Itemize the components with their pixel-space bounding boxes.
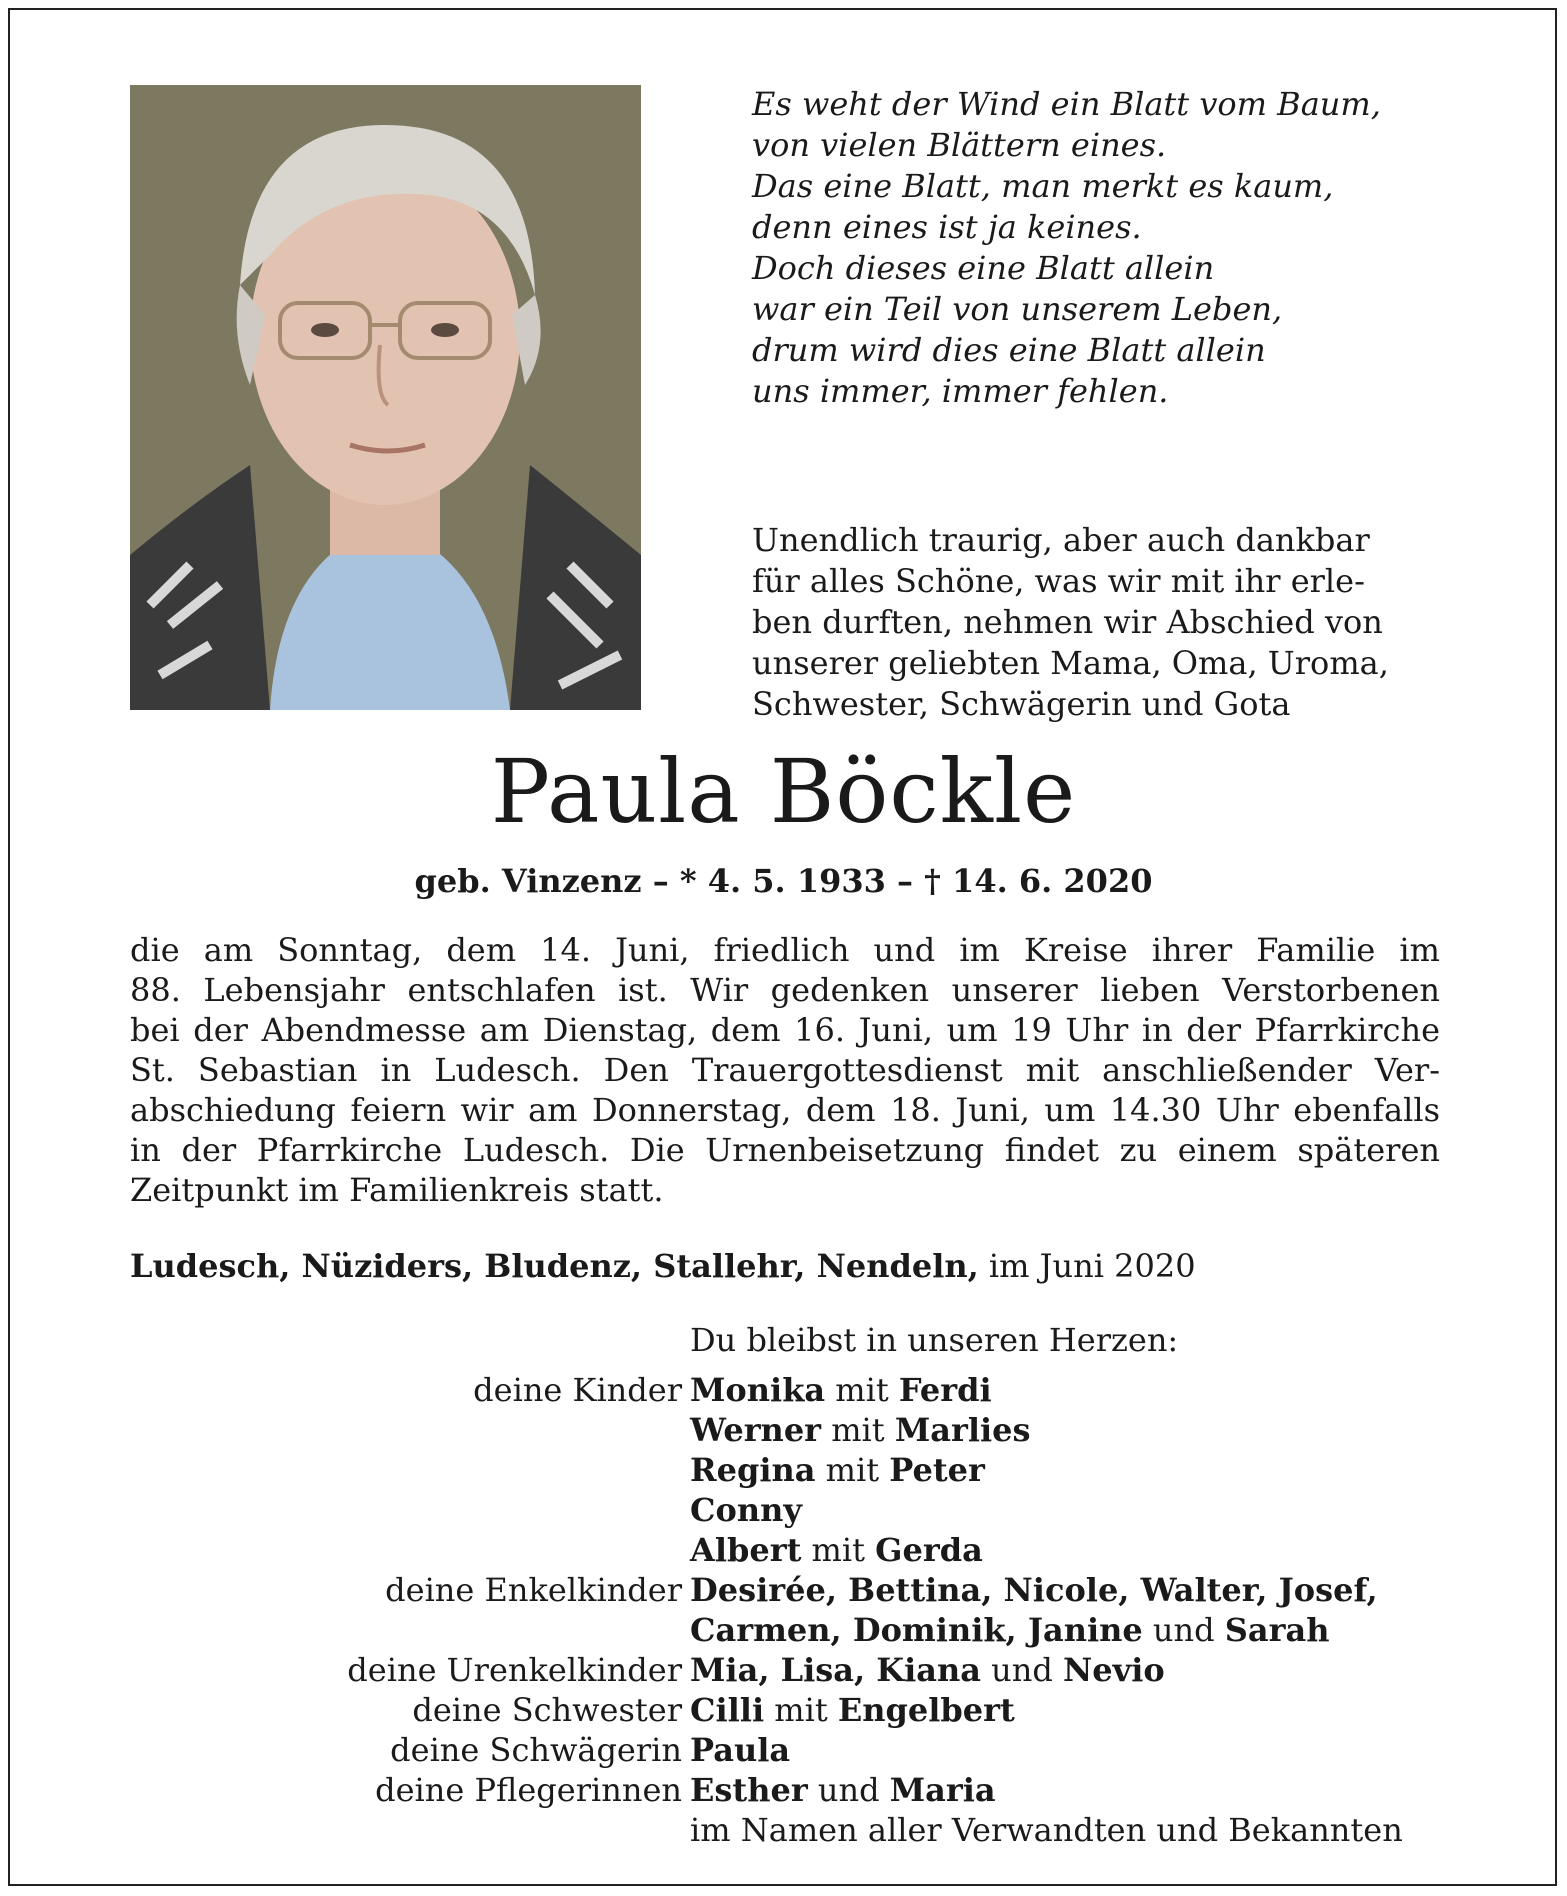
family-member-name: Marlies [894,1411,1031,1449]
family-relation-label [130,1530,690,1570]
family-member-name: Sarah [1224,1611,1330,1649]
intro-paragraph [752,520,1440,725]
family-member-name: Mia, Lisa, Kiana [690,1651,981,1689]
portrait-photo [130,85,641,710]
poem-line: von vielen Blättern eines. [752,126,1167,164]
poem-line: uns immer, immer fehlen. [752,372,1169,410]
family-relation-label [130,1610,690,1650]
family-connector: mit [801,1531,876,1569]
family-relation-label: deine Enkelkinder [385,1571,682,1609]
family-member-name: Albert [690,1531,802,1569]
poem-line: Das eine Blatt, man merkt es kaum, [752,167,1334,205]
places-date: im Juni 2020 [988,1247,1196,1285]
family-relation-label [130,1490,690,1530]
closing-line: im Namen aller Verwandten und Bekannten [690,1811,1403,1849]
family-relation-label: deine Schwester [412,1691,682,1729]
family-member-name: Maria [889,1771,996,1809]
family-row [130,1370,1460,1410]
family-row [130,1570,1460,1610]
body-line: bei der Abendmesse am Dienstag, dem 16. Juni, um 19 Uhr in der Pfarrkirche [130,1011,1440,1049]
family-member-name: Desirée, Bettina, Nicole, Walter, Josef, [690,1571,1378,1609]
intro-line: für alles Schöne, was wir mit ihr erle- [752,562,1365,600]
family-connector: mit [764,1691,838,1729]
body-line: Zeitpunkt im Familienkreis statt. [130,1171,664,1209]
family-member-name: Monika [690,1371,826,1409]
family-relation-label: deine Kinder [473,1371,682,1409]
family-relation-label: deine Schwägerin [390,1731,682,1769]
family-row [130,1450,1460,1490]
deceased-name: Paula Böckle [490,740,1077,843]
family-members [690,1730,790,1770]
family-members [690,1370,992,1410]
intro-line: Unendlich traurig, aber auch dankbar [752,521,1370,559]
family-members [690,1450,985,1490]
family-members [690,1530,983,1570]
poem-line: denn eines ist ja keines. [752,208,1142,246]
family-relation-label [130,1410,690,1450]
family-connector: mit [821,1411,895,1449]
family-connector: und [1142,1611,1225,1649]
family-list [130,1370,1460,1810]
family-members [690,1490,802,1530]
family-member-name: Carmen, Dominik, Janine [690,1611,1143,1649]
poem-line: war ein Teil von unserem Leben, [752,290,1283,328]
family-relation-label: deine Pflegerinnen [375,1771,682,1809]
family-members [690,1770,996,1810]
poem-line: Doch dieses eine Blatt allein [752,249,1215,287]
body-line: die am Sonntag, dem 14. Juni, friedlich und im Kreise ihrer Familie im [130,931,1440,969]
family-relation-label: deine Urenkelkinder [347,1651,682,1689]
family-relation-label [130,1450,690,1490]
family-members [690,1650,1165,1690]
family-members [690,1690,1015,1730]
poem-line: drum wird dies eine Blatt allein [752,331,1266,369]
body-line: 88. Lebensjahr entschlafen ist. Wir gedenken unserer lieben Verstorbenen [130,971,1440,1009]
family-member-name: Peter [889,1451,985,1489]
family-member-name: Conny [690,1491,802,1529]
family-connector: und [807,1771,890,1809]
announcement-paragraph [130,930,1440,1210]
family-member-name: Paula [690,1731,791,1769]
deceased-dates: geb. Vinzenz – * 4. 5. 1933 – † 14. 6. 2020 [414,862,1153,900]
family-connector: mit [825,1371,899,1409]
family-member-name: Ferdi [898,1371,992,1409]
family-row [130,1730,1460,1770]
family-row [130,1490,1460,1530]
family-row [130,1650,1460,1690]
family-member-name: Cilli [690,1691,765,1729]
family-member-name: Gerda [875,1531,983,1569]
family-member-name: Regina [690,1451,816,1489]
intro-line: ben durften, nehmen wir Abschied von [752,603,1383,641]
family-row [130,1690,1460,1730]
family-members [690,1410,1031,1450]
family-members [690,1610,1329,1650]
family-member-name: Werner [690,1411,822,1449]
family-row [130,1410,1460,1450]
intro-line: unserer geliebten Mama, Oma, Uroma, [752,644,1389,682]
family-member-name: Nevio [1063,1651,1165,1689]
family-members [690,1570,1378,1610]
family-row [130,1610,1460,1650]
poem-line: Es weht der Wind ein Blatt vom Baum, [752,85,1381,123]
poem [752,84,1452,412]
family-member-name: Engelbert [837,1691,1015,1729]
body-line: in der Pfarrkirche Ludesch. Die Urnenbeisetzung findet zu einem späteren [130,1131,1440,1169]
heart-line: Du bleibst in unseren Herzen: [690,1321,1179,1359]
family-connector: mit [815,1451,890,1489]
family-connector: und [980,1651,1064,1689]
places-names: Ludesch, Nüziders, Bludenz, Stallehr, Nendeln, [130,1247,979,1285]
places-line [130,1246,1196,1286]
family-member-name: Esther [690,1771,808,1809]
family-row [130,1770,1460,1810]
body-line: St. Sebastian in Ludesch. Den Trauergottesdienst mit anschließender Ver- [130,1051,1440,1089]
intro-line: Schwester, Schwägerin und Gota [752,685,1291,723]
body-line: abschiedung feiern wir am Donnerstag, dem 18. Juni, um 14.30 Uhr ebenfalls [130,1091,1440,1129]
family-row [130,1530,1460,1570]
